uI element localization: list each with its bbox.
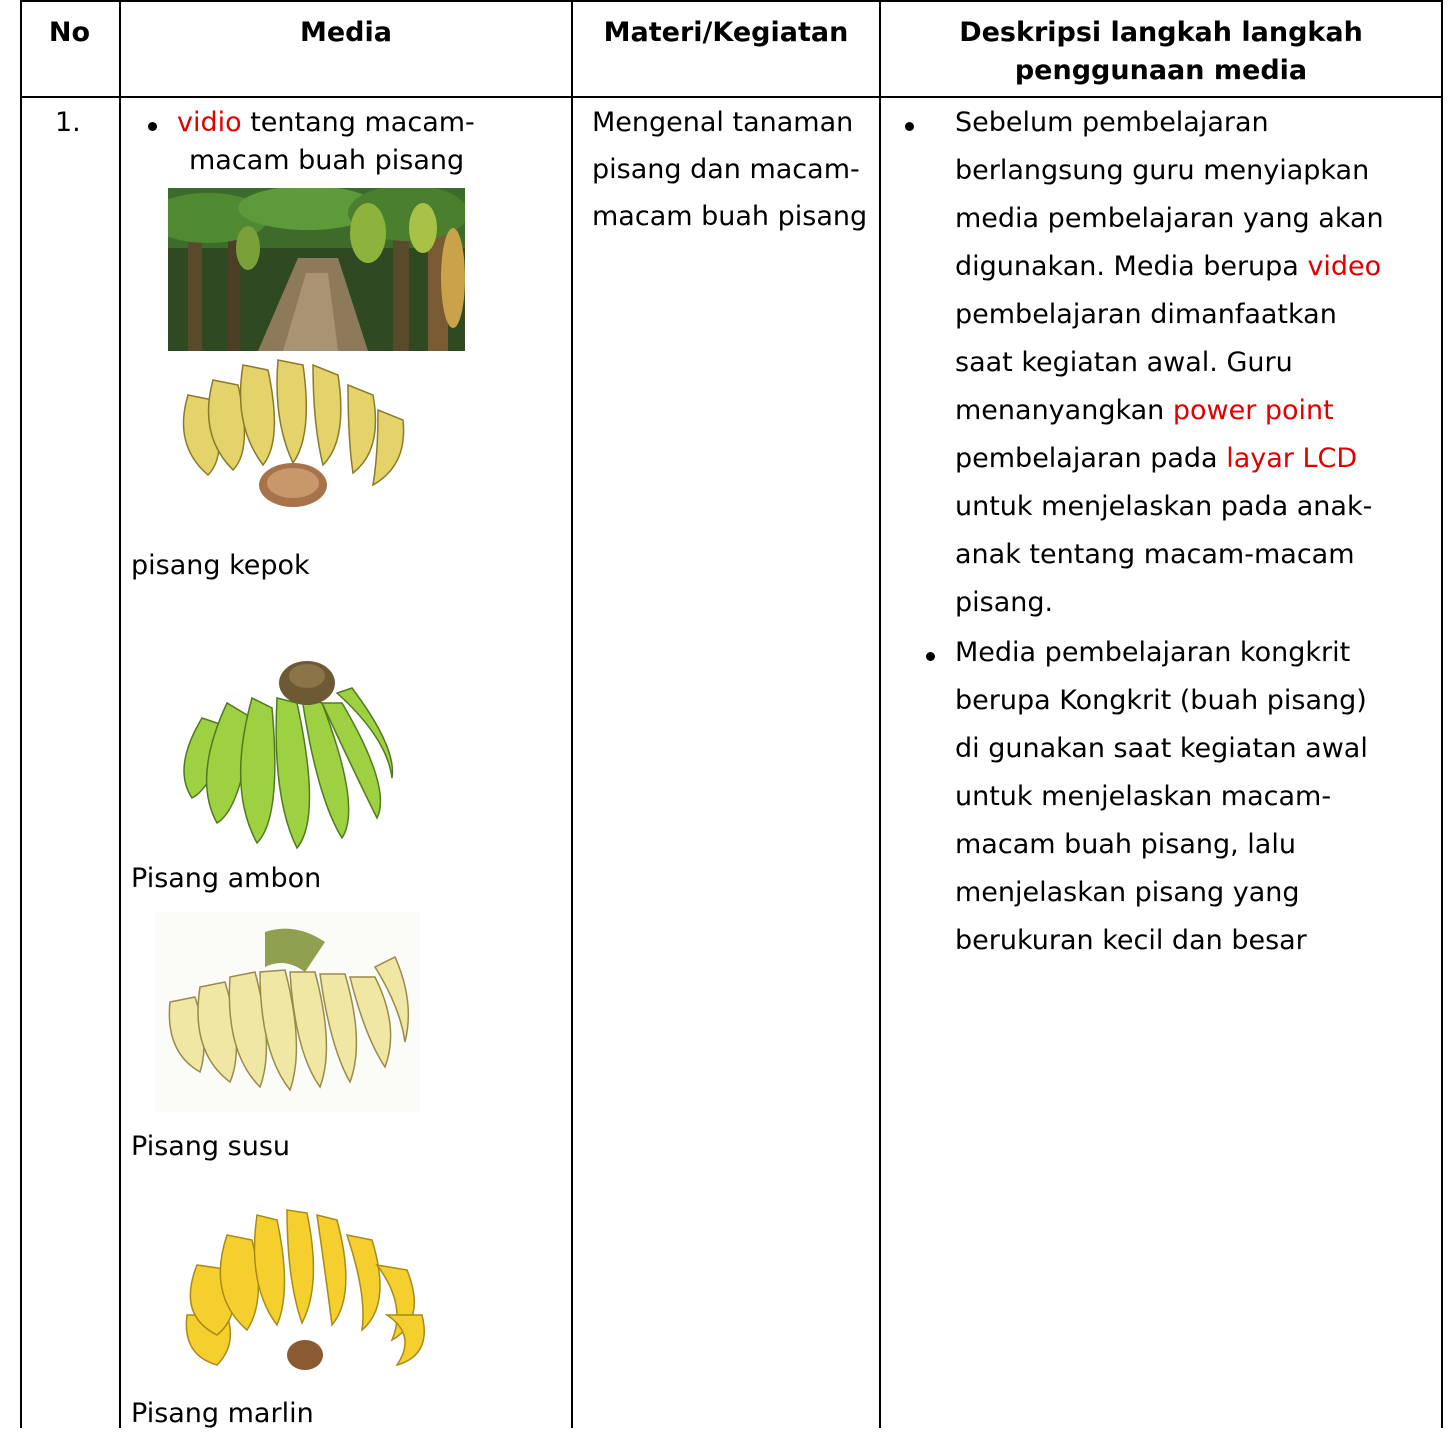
- table-border-right: [1441, 0, 1443, 1428]
- header-deskripsi-line1: Deskripsi langkah langkah: [959, 17, 1363, 48]
- caption-kepok: pisang kepok: [131, 550, 310, 581]
- deskripsi-bullet-1: [905, 122, 914, 131]
- deskripsi-1-line-4-text: digunakan. Media berupa: [955, 251, 1308, 282]
- banana-kepok-image: [168, 355, 418, 510]
- media-intro-line1: [177, 104, 475, 142]
- deskripsi-2-line-5: macam buah pisang, lalu: [955, 829, 1296, 860]
- table-header-divider: [20, 96, 1443, 98]
- deskripsi-1-line-11: pisang.: [955, 587, 1054, 618]
- deskripsi-1-line-9: untuk menjelaskan pada anak-: [955, 491, 1373, 522]
- deskripsi-1-line-7-highlight: power point: [1172, 395, 1334, 426]
- deskripsi-2-line-1: Media pembelajaran kongkrit: [955, 637, 1351, 668]
- banana-ambon-image: [172, 648, 397, 860]
- deskripsi-1-line-4-highlight: video: [1307, 251, 1382, 282]
- deskripsi-2-line-6: menjelaskan pisang yang: [955, 877, 1300, 908]
- media-intro-highlight: vidio: [177, 107, 242, 138]
- deskripsi-2-line-3: di gunakan saat kegiatan awal: [955, 733, 1368, 764]
- materi-line-3: macam buah pisang: [592, 201, 868, 232]
- caption-marlin: Pisang marlin: [131, 1398, 314, 1429]
- row-number: 1.: [55, 107, 81, 138]
- table-border-left: [20, 0, 22, 1428]
- deskripsi-bullet-2: [926, 652, 935, 661]
- materi-line-2: pisang dan macam-: [592, 154, 860, 185]
- deskripsi-1-line-10: anak tentang macam-macam: [955, 539, 1355, 570]
- deskripsi-1-line-7: [955, 392, 1334, 430]
- header-deskripsi-line2: penggunaan media: [1014, 55, 1308, 86]
- deskripsi-1-line-8-text: pembelajaran pada: [955, 443, 1227, 474]
- deskripsi-2-line-4: untuk menjelaskan macam-: [955, 781, 1332, 812]
- banana-marlin-image: [177, 1205, 432, 1377]
- deskripsi-1-line-7-text: menanyangkan: [955, 395, 1173, 426]
- deskripsi-1-line-8: [955, 440, 1357, 478]
- media-intro-line2: macam buah pisang: [189, 145, 465, 176]
- table-border-top: [20, 0, 1443, 2]
- deskripsi-1-line-6: saat kegiatan awal. Guru: [955, 347, 1293, 378]
- caption-susu: Pisang susu: [131, 1131, 290, 1162]
- deskripsi-1-line-4: [955, 248, 1381, 286]
- table-border-col2: [571, 0, 573, 1428]
- deskripsi-1-line-8-highlight: layar LCD: [1226, 443, 1358, 474]
- media-bullet: [148, 122, 157, 131]
- materi-line-1: Mengenal tanaman: [592, 107, 854, 138]
- header-no: No: [48, 17, 91, 48]
- caption-ambon: Pisang ambon: [131, 863, 322, 894]
- table-border-col1: [119, 0, 121, 1428]
- table-border-col3: [879, 0, 881, 1428]
- banana-susu-image: [155, 912, 420, 1112]
- media-intro-rest: tentang macam-: [241, 107, 475, 138]
- deskripsi-1-line-3: media pembelajaran yang akan: [955, 203, 1384, 234]
- header-materi: Materi/Kegiatan: [603, 17, 849, 48]
- header-media: Media: [300, 17, 392, 48]
- deskripsi-1-line-5: pembelajaran dimanfaatkan: [955, 299, 1337, 330]
- deskripsi-1-line-1: Sebelum pembelajaran: [955, 107, 1269, 138]
- deskripsi-2-line-2: berupa Kongkrit (buah pisang): [955, 685, 1367, 716]
- banana-plantation-image: [168, 188, 465, 351]
- deskripsi-2-line-7: berukuran kecil dan besar: [955, 925, 1307, 956]
- deskripsi-1-line-2: berlangsung guru menyiapkan: [955, 155, 1370, 186]
